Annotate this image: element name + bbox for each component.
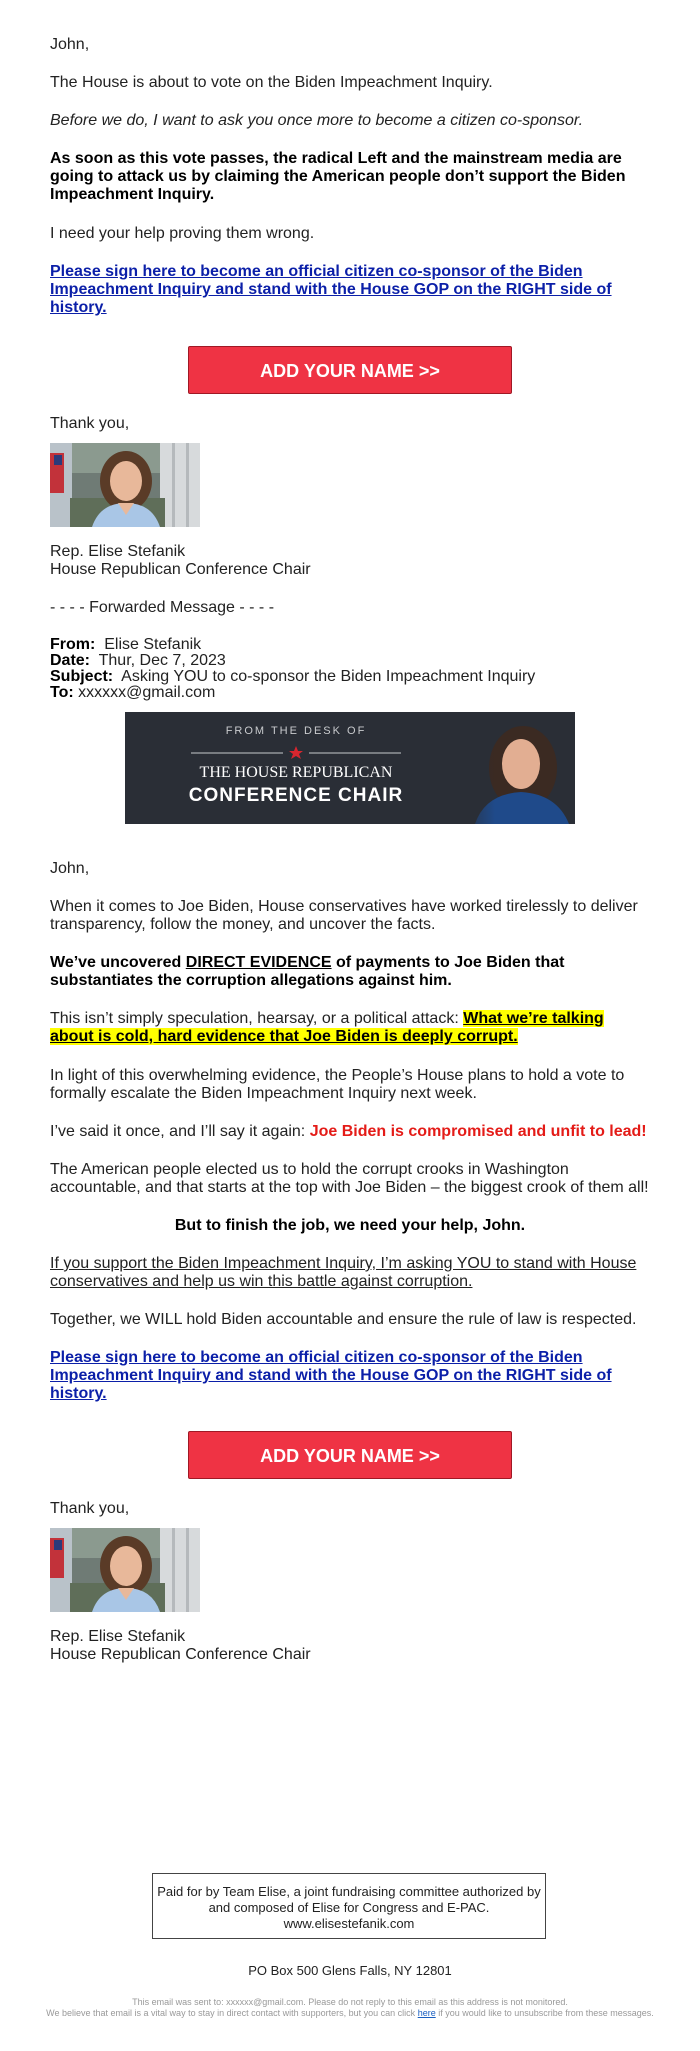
add-your-name-button[interactable]: ADD YOUR NAME >>: [188, 346, 512, 394]
from-label: From:: [50, 636, 96, 653]
cosponsor-link-2[interactable]: Please sign here to become an official citizen co-sponsor of the Biden Impeachment Inquiry and stand with the House GOP on the RIGHT side of history.: [50, 1349, 612, 1402]
unsub-text-a: We believe that email is a vital way to stay in direct contact with supporters, but you can click: [46, 2008, 418, 2018]
p5-part-a: I’ve said it once, and I’ll say it again:: [50, 1123, 310, 1140]
intro-paragraph-3: As soon as this vote passes, the radical Left and the mainstream media are going to attack us by claiming the American people don’t support the Biden Impeachment Inquiry.: [50, 150, 626, 203]
signature-photo-2: [50, 1528, 200, 1612]
signer-name-2: Rep. Elise Stefanik: [50, 1628, 186, 1645]
banner-line-2: THE HOUSE REPUBLICAN: [199, 764, 393, 781]
banner-line-1: FROM THE DESK OF: [225, 725, 367, 737]
red-emphasis-text: Joe Biden is compromised and unfit to lead!: [309, 1123, 647, 1140]
subject-label: Subject:: [50, 668, 114, 685]
body-paragraph-7: But to finish the job, we need your help, John.: [174, 1217, 526, 1234]
unsub-text-b: if you would like to unsubscribe from these messages.: [435, 2008, 654, 2018]
signer-name: Rep. Elise Stefanik: [50, 543, 186, 560]
signer-title-2: House Republican Conference Chair: [50, 1646, 311, 1663]
body-paragraph-1: When it comes to Joe Biden, House conservatives have worked tirelessly to deliver transparency, follow the money, and uncover the facts.: [50, 898, 638, 933]
signature-photo: [50, 443, 200, 527]
intro-cta-paragraph: [50, 263, 650, 317]
date-label: Date:: [50, 652, 91, 669]
body-paragraph-9: Together, we WILL hold Biden accountable and ensure the rule of law is respected.: [50, 1311, 637, 1328]
intro-paragraph-4: I need your help proving them wrong.: [50, 225, 315, 242]
body-paragraph-6: The American people elected us to hold the corrupt crooks in Washington accountable, and that starts at the top with Joe Biden – the biggest crook of them all!: [50, 1161, 649, 1196]
body-paragraph-3: [50, 1010, 650, 1046]
cosponsor-link[interactable]: Please sign here to become an official citizen co-sponsor of the Biden Impeachment Inquiry and stand with the House GOP on the RIGHT side of history.: [50, 263, 612, 316]
thank-you-text-2: Thank you,: [50, 1500, 130, 1517]
unsubscribe-notice: [40, 2008, 660, 2019]
body-paragraph-4: In light of this overwhelming evidence, the People’s House plans to hold a vote to formally escalate the Biden Impeachment Inquiry next week.: [50, 1067, 625, 1102]
p2-part-a: We’ve uncovered: [50, 954, 186, 971]
subject-value: Asking YOU to co-sponsor the Biden Impeachment Inquiry: [121, 668, 536, 685]
p2-part-c: of payments to Joe Biden that substantiates the corruption allegations against him.: [50, 954, 565, 989]
to-label: To:: [50, 684, 74, 701]
portrait-image-2: [50, 1528, 200, 1612]
portrait-image: [50, 443, 200, 527]
body-cta-paragraph: [50, 1349, 650, 1403]
date-value: Thur, Dec 7, 2023: [98, 652, 226, 669]
to-value: xxxxxx@gmail.com: [78, 684, 216, 701]
mailing-address: PO Box 500 Glens Falls, NY 12801: [248, 1963, 452, 1978]
body-paragraph-5: [50, 1123, 650, 1141]
sent-to-notice: This email was sent to: xxxxxx@gmail.com. Please do not reply to this email as this address is not monitored.: [132, 1997, 568, 2007]
banner-line-3: CONFERENCE CHAIR: [188, 785, 404, 806]
forward-to: [50, 684, 650, 702]
body-paragraph-8: If you support the Biden Impeachment Inquiry, I’m asking YOU to stand with House conservatives and help us win this battle against corruption.: [50, 1255, 637, 1290]
greeting: John,: [50, 36, 90, 53]
from-value: Elise Stefanik: [104, 636, 202, 653]
thank-you-text: Thank you,: [50, 415, 130, 432]
forwarded-divider: - - - - Forwarded Message - - - -: [50, 599, 275, 616]
body-greeting: John,: [50, 860, 90, 877]
p3-part-a: This isn’t simply speculation, hearsay, or a political attack:: [50, 1010, 464, 1027]
header-banner: [125, 712, 575, 824]
intro-paragraph-1: The House is about to vote on the Biden Impeachment Inquiry.: [50, 74, 493, 91]
paid-for-box: Paid for by Team Elise, a joint fundraising committee authorized by and composed of Elise for Congress and E-PAC. www.elisestefanik.com: [152, 1873, 546, 1939]
intro-paragraph-2: Before we do, I want to ask you once more to become a citizen co-sponsor.: [50, 112, 584, 129]
highlighted-claim: What we’re talking about is cold, hard evidence that Joe Biden is deeply corrupt.: [50, 1010, 604, 1045]
unsubscribe-link[interactable]: here: [417, 2008, 436, 2018]
body-paragraph-2: [50, 954, 650, 990]
add-your-name-button-2[interactable]: ADD YOUR NAME >>: [188, 1431, 512, 1479]
direct-evidence-text: DIRECT EVIDENCE: [185, 954, 332, 971]
signer-title: House Republican Conference Chair: [50, 561, 311, 578]
